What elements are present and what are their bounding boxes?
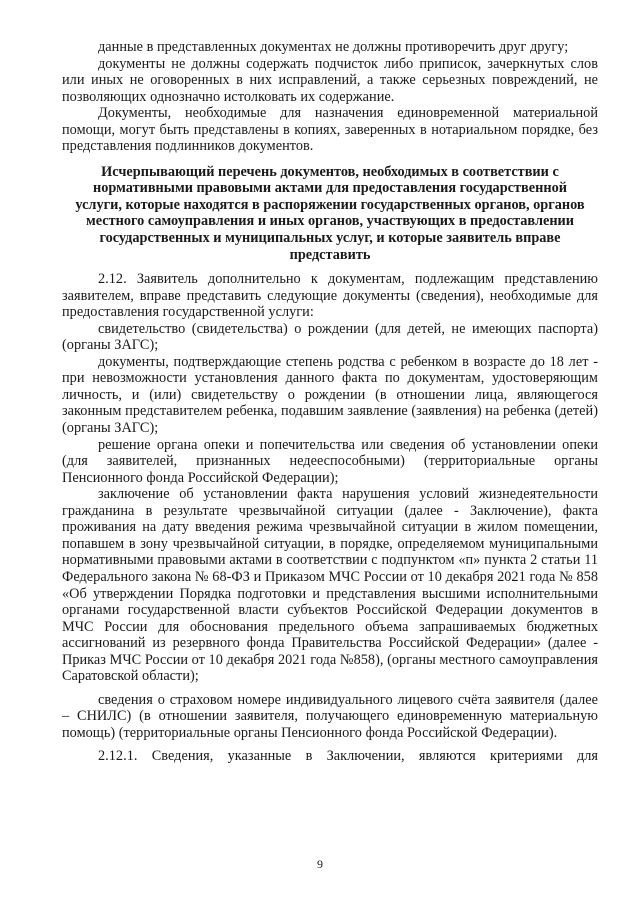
paragraph-2-12: 2.12. Заявитель дополнительно к документам, подлежащим представлению заявителем, вправе представить следующие документы (сведения), необходимые для предоставления государственной услуги: (62, 271, 598, 321)
paragraph-snils: сведения о страховом номере индивидуального лицевого счёта заявителя (далее – СНИЛС) (в отношении заявителя, получающего единовременную материальную помощь) (территориальные органы Пенсионного фонда Российской Федерации). (62, 691, 598, 741)
paragraph-no-contradictions: данные в представленных документах не должны противоречить друг другу; (98, 39, 569, 55)
paragraph-kinship-documents: документы, подтверждающие степень родства с ребенком в возрасте до 18 лет - при невозможности установления данного факта по документам, удостоверяющим личность, и (или) свидетельству о рождении (в отношении лица, являющегося законным представителем ребенка, подавшим заявление (заявления) на ребенка (детей) (органы ЗАГС); (62, 353, 598, 437)
paragraph-emergency-conclusion: заключение об установлении факта нарушения условий жизнедеятельности гражданина в результате чрезвычайной ситуации (далее - Заключение), факта проживания на дату введения режима чрезвычайной ситуации в жилом помещении, попавшем в зону чрезвычайной ситуации, в порядке, определяемом муниципальными нормативными правовыми актами в соответствии с подпунктом «п» пункта 2 статьи 11 Федерального закона № 68-ФЗ и Приказом МЧС России от 10 декабря 2021 года № 858 «Об утверждении Порядка подготовки и представления высшими исполнительными органами государственной власти субъектов Российской Федерации документов в МЧС России для обоснования предельного объема запрашиваемых бюджетных ассигнований из резервного фонда Правительства Российской Федерации» (далее - Приказ МЧС России от 10 декабря 2021 года №858), (органы местного самоуправления Саратовской области); (62, 486, 598, 685)
paragraph-no-erasures: документы не должны содержать подчисток либо приписок, зачеркнутых слов или иных не оговоренных в них исправлений, а также серьезных повреждений, не позволяющих однозначно истолковать их содержание. (62, 55, 598, 105)
paragraph-2-12-1: 2.12.1. Сведения, указанные в Заключении, являются критериями для (98, 748, 598, 765)
paragraph-copies-allowed: Документы, необходимые для назначения единовременной материальной помощи, могут быть представлены в копиях, заверенных в нотариальном порядке, без представления подлинников документов. (62, 105, 598, 155)
page-number: 9 (317, 857, 323, 871)
paragraph-guardianship-decision: решение органа опеки и попечительства или сведения об установлении опеки (для заявителей, признанных недееспособными) (территориальные органы Пенсионного фонда Российской Федерации); (62, 436, 598, 486)
document-page (62, 39, 598, 765)
paragraph-birth-certificate: свидетельство (свидетельства) о рождении (для детей, не имеющих паспорта) (органы ЗАГС); (62, 320, 598, 354)
section-heading: Исчерпывающий перечень документов, необходимых в соответствии с нормативными правовыми актами для предоставления государственной услуги, которые находятся в распоряжении государственных органов, органов местного самоуправления и иных органов, участвующих в предоставлении государственных и муниципальных услуг, и которые заявитель вправе представить (75, 163, 585, 263)
